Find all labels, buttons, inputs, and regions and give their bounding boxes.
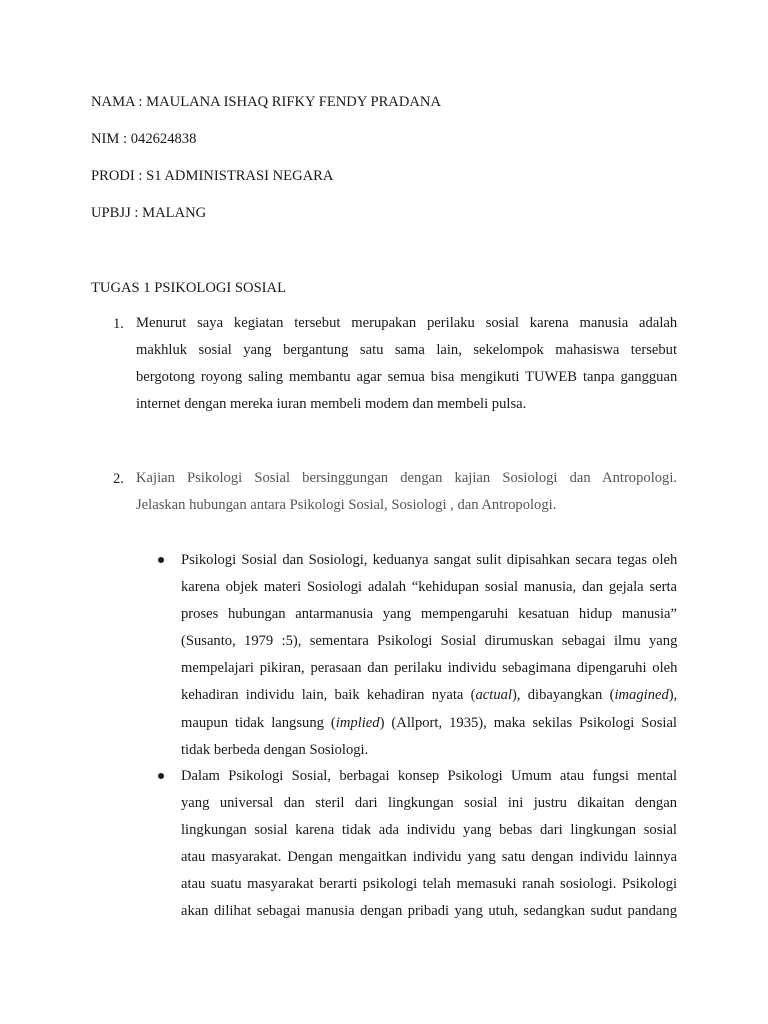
bullet-dot [158,557,164,563]
answer-1-line: makhluk sosial yang bergantung satu sama lain, sekelompok mahasiswa tersebut [136,342,677,359]
bullet-1-line-6: kehadiran individu lain, baik kehadiran nyata (actual), dibayangkan (imagined), [181,687,678,704]
term-implied: implied [335,714,380,731]
answer-1-line: Menurut saya kegiatan tersebut merupakan perilaku sosial karena manusia adalah [136,315,678,331]
question-2-line: Jelaskan hubungan antara Psikologi Sosial, Sosiologi , dan Antropologi. [136,497,557,514]
bullet-1-line-7: maupun tidak langsung (implied) (Allport, 1935), maka sekilas Psikologi Sosial [181,714,677,731]
answer-1-line: bergotong royong saling membantu agar semua bisa mengikuti TUWEB tanpa gangguan [136,369,678,386]
list-number-2: 2. [113,471,124,487]
bullet-2-line: lingkungan sosial karena tidak ada individu yang bebas dari lingkungan sosial [181,822,677,839]
bullet-2-line: Dalam Psikologi Sosial, berbagai konsep Psikologi Umum atau fungsi mental [181,768,677,784]
term-actual: actual [475,687,512,704]
bullet-2-line: atau masyarakat. Dengan mengaitkan individu yang satu dengan individu lainnya [181,849,677,866]
bullet-1-line: proses hubungan antarmanusia yang mempengaruhi kesatuan hidup manusia” [181,606,677,623]
bullet-1 [181,547,677,764]
term-imagined: imagined [614,687,669,704]
bullet-2 [181,763,677,926]
question-2 [136,465,677,519]
bullet-2-line: atau suatu masyarakat berarti psikologi telah memasuki ranah sosiologi. Psikologi [181,876,678,893]
student-nim: NIM : 042624838 [91,131,197,147]
student-name: NAMA : MAULANA ISHAQ RIFKY FENDY PRADANA [91,94,442,110]
bullet-dot [158,773,164,779]
document-title: TUGAS 1 PSIKOLOGI SOSIAL [91,280,286,296]
answer-1 [136,310,677,418]
bullet-1-line: (Susanto, 1979 :5), sementara Psikologi Sosial dirumuskan sebagai ilmu yang [181,633,678,650]
bullet-2-line: akan dilihat sebagai manusia dengan pribadi yang utuh, sedangkan sudut pandang [181,903,677,920]
bullet-1-line: karena objek materi Sosiologi adalah “kehidupan sosial manusia, dan gejala serta [181,579,677,596]
bullet-1-line: mempelajari pikiran, perasaan dan perilaku individu sebagimana dipengaruhi oleh [181,660,678,677]
bullet-2-line: yang universal dan steril dari lingkungan sosial ini justru dikaitan dengan [181,795,677,812]
answer-1-line: internet dengan mereka iuran membeli modem dan membeli pulsa. [136,396,527,413]
question-2-line: Kajian Psikologi Sosial bersinggungan dengan kajian Sosiologi dan Antropologi. [136,470,678,486]
student-upbjj: UPBJJ : MALANG [91,205,207,221]
list-number-1: 1. [113,316,124,332]
student-prodi: PRODI : S1 ADMINISTRASI NEGARA [91,168,334,184]
bullet-1-line: Psikologi Sosial dan Sosiologi, keduanya sangat sulit dipisahkan secara tegas oleh [181,552,678,568]
bullet-1-line: tidak berbeda dengan Sosiologi. [181,741,369,758]
